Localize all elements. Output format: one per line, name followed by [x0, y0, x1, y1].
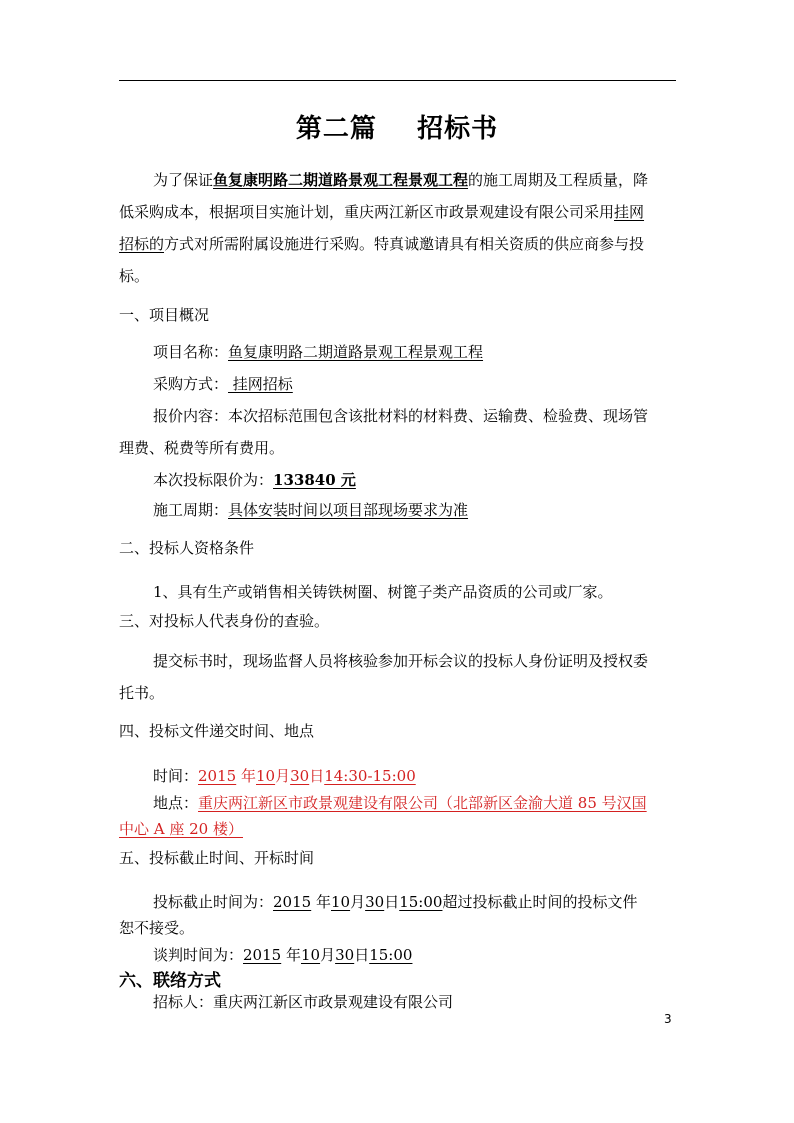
section-2-heading: 二、投标人资格条件 [119, 539, 255, 557]
intro-text: 为了保证 [153, 171, 214, 189]
method-emphasis: 挂网 [614, 203, 645, 221]
field-label: 投标截止时间为： [153, 893, 274, 911]
year-value: 2015 [198, 767, 237, 785]
page-number: 3 [664, 1012, 672, 1026]
day-value: 30 [290, 767, 310, 785]
intro-line-2 [119, 202, 644, 222]
quote-line-1: 报价内容：本次招标范围包含该批材料的材料费、运输费、检验费、现场管 [153, 407, 649, 425]
project-name-value: 鱼复康明路二期道路景观工程景观工程 [228, 343, 484, 361]
project-name-line [153, 342, 483, 362]
deadline-line-2: 恕不接受。 [119, 919, 195, 937]
day-value: 30 [365, 893, 385, 911]
purchase-method-line [153, 374, 293, 394]
period-line [153, 500, 468, 520]
year-unit: 年 [240, 767, 256, 785]
price-limit-value: 133840 元 [273, 471, 356, 489]
field-label: 时间： [153, 767, 199, 785]
section-3-heading: 三、对投标人代表身份的查验。 [119, 612, 330, 630]
field-label: 项目名称： [153, 343, 229, 361]
verification-line-2: 托书。 [119, 684, 165, 702]
submit-place-line-1 [153, 793, 647, 813]
method-emphasis: 招标的 [119, 235, 165, 253]
field-label: 施工周期： [153, 501, 229, 519]
field-label: 谈判时间为： [153, 946, 244, 964]
time-value: 15:00 [369, 946, 413, 964]
section-6-heading: 六、联络方式 [119, 971, 221, 991]
section-1-heading: 一、项目概况 [119, 306, 210, 324]
intro-line-3 [119, 234, 644, 254]
negotiation-time-line [153, 945, 412, 965]
month-value: 10 [301, 946, 321, 964]
year-unit: 年 [315, 893, 331, 911]
year-value: 2015 [273, 893, 312, 911]
intro-text: 低采购成本，根据项目实施计划，重庆两江新区市政景观建设有限公司采用 [119, 203, 615, 221]
field-label: 采购方式： [153, 375, 229, 393]
submit-place-line-2: 中心 A 座 20 楼） [119, 820, 243, 838]
page-title: 第二篇 招标书 [295, 114, 499, 144]
intro-text: 方式对所需附属设施进行采购。特真诚邀请具有相关资质的供应商参与投 [164, 235, 645, 253]
day-value: 30 [335, 946, 355, 964]
project-name-emphasis: 鱼复康明路二期道路景观工程景观工程 [213, 171, 469, 189]
deadline-note: 超过投标截止时间的投标文件 [442, 893, 638, 911]
day-unit: 日 [384, 893, 400, 911]
quote-line-2: 理费、税费等所有费用。 [119, 439, 285, 457]
section-5-heading: 五、投标截止时间、开标时间 [119, 849, 315, 867]
verification-line-1: 提交标书时，现场监督人员将核验参加开标会议的投标人身份证明及授权委 [153, 652, 649, 670]
section-4-heading: 四、投标文件递交时间、地点 [119, 722, 315, 740]
year-unit: 年 [285, 946, 301, 964]
deadline-line [153, 892, 637, 912]
period-value: 具体安装时间以项目部现场要求为准 [228, 501, 469, 519]
qualification-item: 1、具有生产或销售相关铸铁树圈、树篦子类产品资质的公司或厂家。 [153, 583, 613, 601]
month-unit: 月 [320, 946, 336, 964]
intro-line-4: 标。 [119, 267, 150, 285]
month-unit: 月 [275, 767, 291, 785]
time-value: 14:30-15:00 [324, 767, 416, 785]
day-unit: 日 [354, 946, 370, 964]
price-limit-line [153, 470, 356, 490]
submit-time-line [153, 766, 416, 786]
place-value: 重庆两江新区市政景观建设有限公司（北部新区金渝大道 85 号汉国 [198, 794, 647, 812]
year-value: 2015 [243, 946, 282, 964]
purchase-method-value: 挂网招标 [228, 375, 293, 393]
intro-line-1 [153, 170, 648, 190]
tenderer-line: 招标人：重庆两江新区市政景观建设有限公司 [153, 993, 454, 1011]
day-unit: 日 [309, 767, 325, 785]
field-label: 地点： [153, 794, 199, 812]
month-unit: 月 [350, 893, 366, 911]
field-label: 本次投标限价为： [153, 471, 274, 489]
month-value: 10 [256, 767, 276, 785]
time-value: 15:00 [399, 893, 443, 911]
header-rule [119, 80, 676, 81]
intro-text: 的施工周期及工程质量，降 [468, 171, 649, 189]
month-value: 10 [331, 893, 351, 911]
